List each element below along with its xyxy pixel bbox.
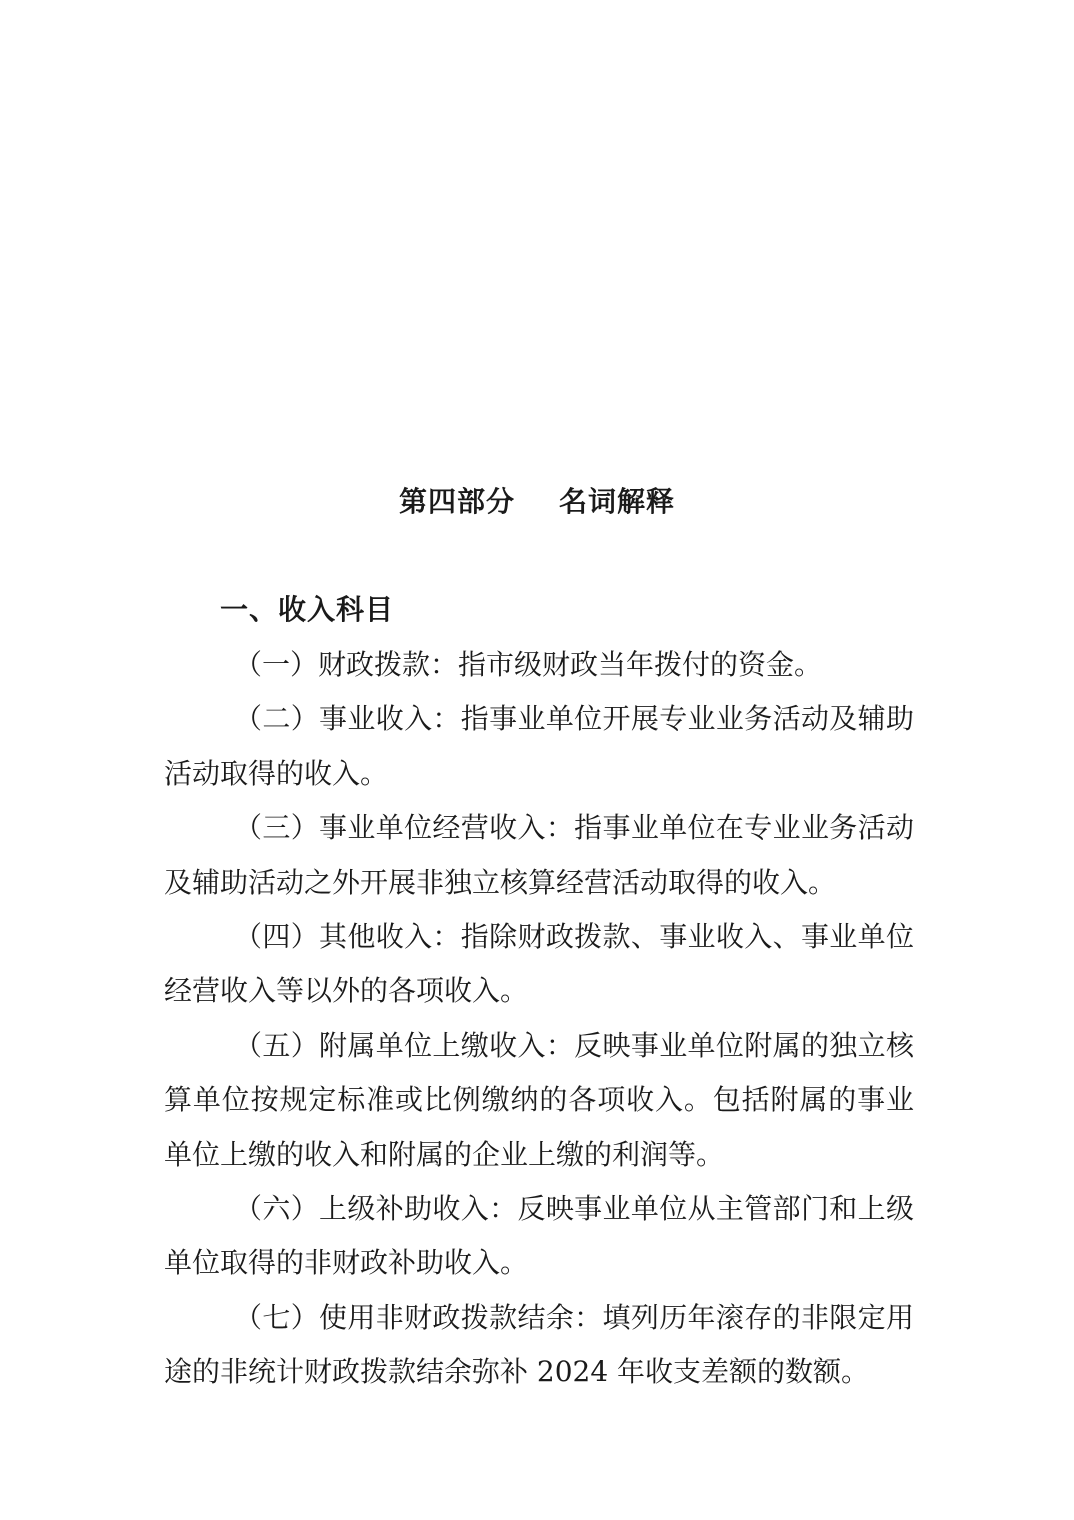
definition-item-3: （三）事业单位经营收入：指事业单位在专业业务活动及辅助活动之外开展非独立核算经营活动取得的收入。	[164, 811, 914, 899]
section-heading: 一、收入科目	[220, 593, 395, 626]
part-title	[0, 480, 1074, 524]
definition-item-7: （七）使用非财政拨款结余：填列历年滚存的非限定用途的非统计财政拨款结余弥补 2024 年收支差额的数额。	[164, 1300, 914, 1389]
definition-item-2: （二）事业收入：指事业单位开展专业业务活动及辅助活动取得的收入。	[164, 702, 914, 790]
part-title-name: 名词解释	[559, 485, 676, 518]
definition-item-6: （六）上级补助收入：反映事业单位从主管部门和上级单位取得的非财政补助收入。	[164, 1192, 914, 1280]
definition-item-4: （四）其他收入：指除财政拨款、事业收入、事业单位经营收入等以外的各项收入。	[164, 920, 914, 1008]
definition-item-5: （五）附属单位上缴收入：反映事业单位附属的独立核算单位按规定标准或比例缴纳的各项收入。包括附属的事业单位上缴的收入和附属的企业上缴的利润等。	[164, 1028, 914, 1171]
part-title-label: 第四部分	[398, 485, 515, 518]
definition-list	[164, 638, 914, 1400]
definition-item-1: （一）财政拨款：指市级财政当年拨付的资金。	[234, 648, 823, 681]
